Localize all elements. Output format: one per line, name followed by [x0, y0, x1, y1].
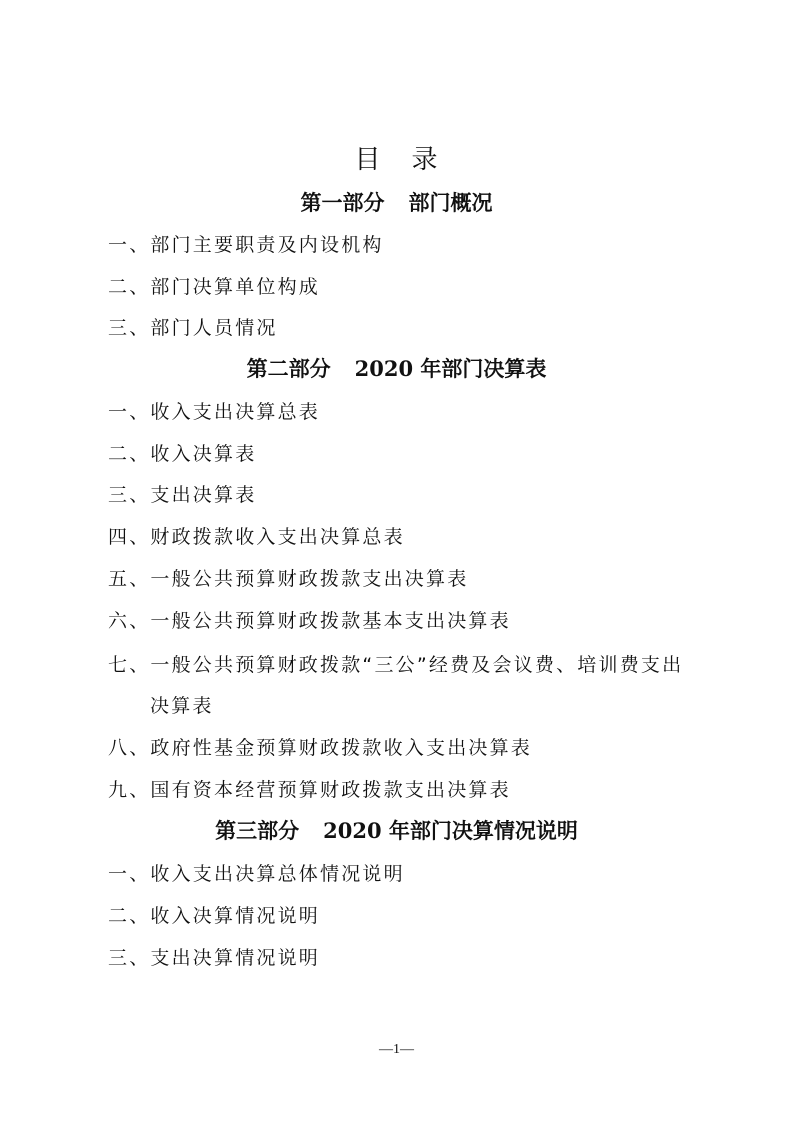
part-heading-2 [0, 354, 793, 384]
part-label: 第一部分 [300, 190, 385, 215]
toc-item[interactable]: 六、一般公共预算财政拨款基本支出决算表 [108, 610, 511, 632]
page-title [0, 142, 793, 178]
part-name: 2020 年部门决算表 [354, 356, 547, 381]
part-label: 第二部分 [246, 356, 331, 381]
toc-item[interactable]: 三、支出决算情况说明 [108, 947, 321, 969]
toc-item[interactable]: 二、收入决算表 [108, 443, 257, 465]
part-heading-3 [0, 816, 793, 846]
toc-item[interactable]: 一、收入支出决算总表 [108, 401, 321, 423]
part-label: 第三部分 [215, 818, 300, 843]
page-title-char-2: 录 [411, 145, 439, 175]
toc-item[interactable]: 二、部门决算单位构成 [108, 276, 321, 298]
part-name: 2020 年部门决算情况说明 [323, 818, 578, 843]
toc-item[interactable]: 三、支出决算表 [108, 484, 257, 506]
toc-item[interactable]: 五、一般公共预算财政拨款支出决算表 [108, 568, 469, 590]
part-heading-1 [0, 188, 793, 218]
toc-item[interactable]: 三、部门人员情况 [108, 317, 278, 339]
toc-item[interactable]: 八、政府性基金预算财政拨款收入支出决算表 [108, 737, 533, 759]
page-title-char-1: 目 [354, 145, 382, 175]
toc-item[interactable]: 九、国有资本经营预算财政拨款支出决算表 [108, 779, 511, 801]
page-number: —1— [379, 1042, 414, 1057]
toc-item[interactable]: 七、一般公共预算财政拨款“三公”经费及会议费、培训费支出 [108, 654, 684, 676]
toc-item-continuation[interactable]: 决算表 [150, 695, 214, 717]
toc-item[interactable]: 一、部门主要职责及内设机构 [108, 234, 384, 256]
toc-item[interactable]: 一、收入支出决算总体情况说明 [108, 863, 405, 885]
toc-item[interactable]: 二、收入决算情况说明 [108, 905, 321, 927]
part-name: 部门概况 [408, 190, 493, 215]
toc-item[interactable]: 四、财政拨款收入支出决算总表 [108, 526, 405, 548]
